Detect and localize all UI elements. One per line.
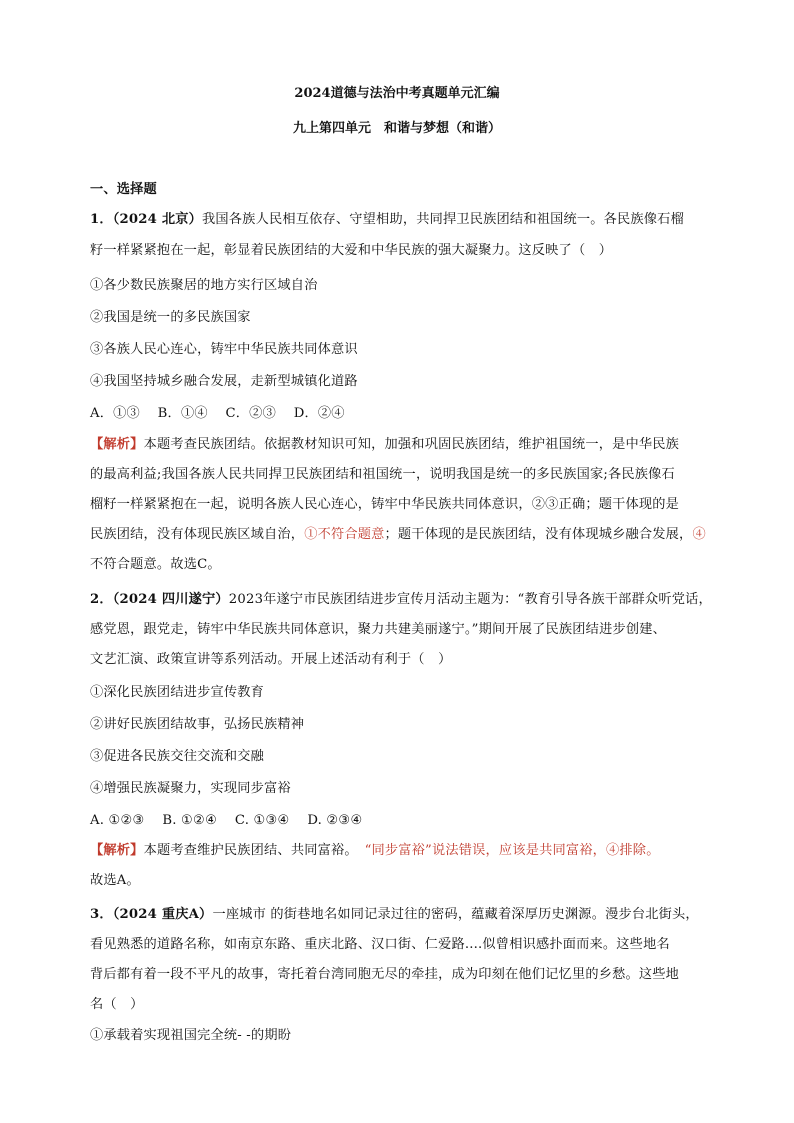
question-2-stem-line-3: 文艺汇演、政策宣讲等系列活动。开展上述活动有利于（ ）	[90, 652, 452, 667]
question-2-analysis-line-2: 故选A。	[90, 873, 140, 888]
question-1-stem-line	[90, 208, 684, 227]
question-number: 1．	[90, 212, 113, 227]
question-2-analysis-line-1: 【解析】本题考查维护民族团结、共同富裕。 “同步富裕”说法错误，应该是共同富裕，④排除。	[90, 843, 660, 858]
document-subtitle: 九上第四单元 和谐与梦想（和谐）	[292, 121, 501, 136]
question-1-option-1: ①各少数民族聚居的地方实行区域自治	[90, 278, 318, 293]
highlight-text: “同步富裕”说法错误，应该是共同富裕，④排除。	[364, 843, 660, 858]
highlight-text: ①不符合题意	[304, 527, 385, 542]
question-text: 2023年遂宁市民族团结进步宣传月活动主题为：“教育引导各族干部群众听党话，	[228, 592, 712, 607]
question-1-analysis-line-2: 的最高利益;我国各族人民共同捍卫民族团结和祖国统一，说明我国是统一的多民族国家;各民族像石	[90, 467, 675, 482]
analysis-label: 【解析】	[90, 437, 144, 452]
question-1-choices: A．①③ B．①④ C．②③ D．②④	[90, 406, 345, 421]
question-3-stem-line-3: 背后都有着一段不平凡的故事，寄托着台湾同胞无尽的牵挂，成为印刻在他们记忆里的乡愁。这些地	[90, 967, 680, 982]
question-text: 我国各族人民相互依存、守望相助，共同捍卫民族团结和祖国统一。各民族像石榴	[202, 212, 684, 227]
question-1-analysis-line-3: 榴籽一样紧紧抱在一起，说明各族人民心连心，铸牢中华民族共同体意识，②③正确；题干体现的是	[90, 497, 680, 512]
question-1-analysis-line-5: 不符合题意。故选C。	[90, 557, 221, 572]
question-3-option-1: ①承载着实现祖国完全统- -的期盼	[90, 1028, 292, 1043]
question-3-stem-line-2: 看见熟悉的道路名称，如南京东路、重庆北路、汉口街、仁爱路....似曾相识感扑面而来。这些地名	[90, 937, 670, 952]
highlight-text: ④	[692, 527, 706, 542]
question-3-stem-line-4: 名（ ）	[90, 997, 144, 1012]
question-1-option-4: ④我国坚持城乡融合发展，走新型城镇化道路	[90, 374, 358, 389]
question-2-stem-line	[90, 588, 712, 607]
question-2-option-1: ①深化民族团结进步宣传教育	[90, 685, 265, 700]
document-title: 2024道德与法治中考真题单元汇编	[294, 86, 500, 101]
question-2-choices: A. ①②③ B. ①②④ C. ①③④ D. ②③④	[90, 813, 363, 828]
question-2-option-4: ④增强民族凝聚力，实现同步富裕	[90, 781, 291, 796]
question-text: 一座城市 的街巷地名如同记录过往的密码，蕴藏着深厚历史渊源。漫步台北街头，	[212, 907, 699, 922]
section-heading: 一、选择题	[90, 182, 157, 197]
question-2-option-2: ②讲好民族团结故事，弘扬民族精神	[90, 717, 305, 732]
question-number: 3．	[90, 907, 113, 922]
question-1-option-2: ②我国是统一的多民族国家	[90, 310, 251, 325]
question-1-option-3: ③各族人民心连心，铸牢中华民族共同体意识	[90, 342, 358, 357]
question-2-option-3: ③促进各民族交往交流和交融	[90, 749, 265, 764]
question-3-stem-line	[90, 903, 699, 922]
question-1-analysis-line-1: 【解析】本题考查民族团结。依据教材知识可知，加强和巩固民族团结，维护祖国统一，是中华民族	[90, 437, 680, 452]
question-source: （2024 四川遂宁）	[112, 592, 229, 607]
question-2-stem-line-2: 感党恩，跟党走，铸牢中华民族共同体意识，聚力共建美丽遂宁。”期间开展了民族团结进步创建、	[90, 622, 667, 637]
question-1-stem-line-2: 籽一样紧紧抱在一起，彰显着民族团结的大爱和中华民族的强大凝聚力。这反映了（ ）	[90, 243, 613, 258]
question-1-analysis-line-4: 民族团结，没有体现民族区域自治，①不符合题意；题干体现的是民族团结，没有体现城乡融合发展，④	[90, 527, 706, 542]
question-source: （2024 北京）	[112, 212, 203, 227]
question-source: （2024 重庆A）	[112, 907, 213, 922]
question-number: 2．	[90, 592, 113, 607]
analysis-label: 【解析】	[90, 843, 144, 858]
